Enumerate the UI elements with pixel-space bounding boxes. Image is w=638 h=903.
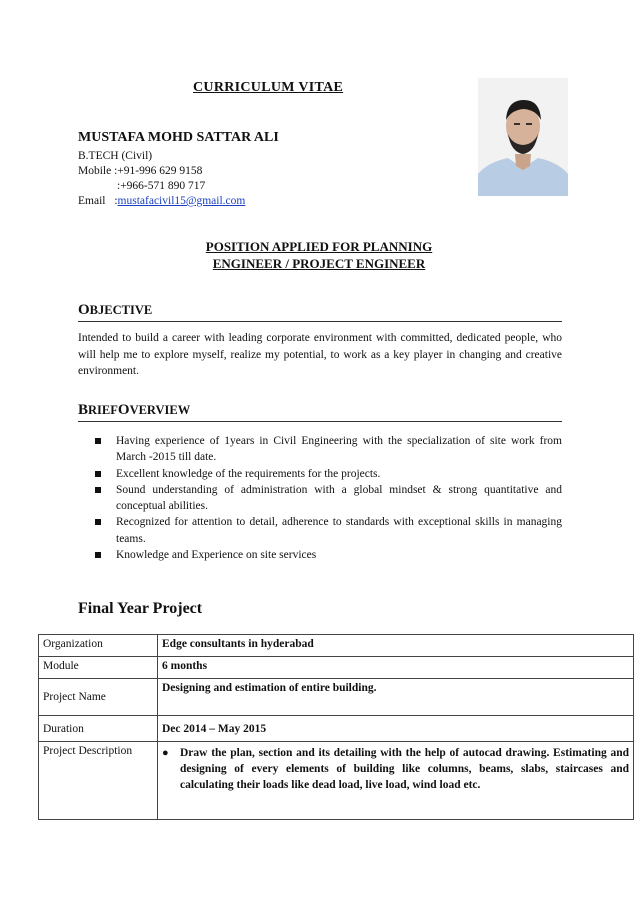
objective-heading — [78, 302, 562, 322]
overview-heading-rest-1: RIEF — [88, 403, 118, 417]
bullet-dot-icon: ● — [162, 747, 169, 759]
overview-item: Having experience of 1years in Civil Engineering with the specialization of site work from March -2015 till date. — [95, 433, 562, 466]
final-year-project-heading: Final Year Project — [78, 600, 203, 617]
email-link[interactable]: mustafacivil15@gmail.com — [117, 195, 246, 207]
bullet-icon — [95, 552, 101, 558]
overview-heading-cap-2: O — [117, 402, 130, 418]
overview-heading — [78, 402, 562, 422]
bullet-icon — [95, 487, 101, 493]
table-row — [39, 742, 634, 820]
overview-item: Knowledge and Experience on site services — [95, 547, 562, 563]
objective-text: Intended to build a career with leading corporate environment with committed, dedicated people, who will help me to explore myself, realize my potential, to work as a key player in changing and creative environment. — [78, 332, 562, 377]
degree: B.TECH (Civil) — [78, 150, 153, 162]
mobile-row — [78, 165, 202, 177]
table-cell-value: 6 months — [158, 657, 634, 679]
project-description-text: Draw the plan, section and its detailing with the help of autocad drawing. Estimating and designing of every elements of building like columns, beams, slabs, staircases and calculating their loads like dead load, live load, wind load etc. — [180, 747, 629, 791]
table-row — [39, 657, 634, 679]
table-cell-value: Designing and estimation of entire building. — [158, 679, 634, 716]
bullet-icon — [95, 438, 101, 444]
table-cell-label: Duration — [39, 716, 158, 742]
table-cell-label: Module — [39, 657, 158, 679]
overview-item: Recognized for attention to detail, adherence to standards with exceptional skills in managing teams. — [95, 514, 562, 547]
position-line-1: POSITION APPLIED FOR PLANNING — [205, 239, 433, 254]
email-row — [78, 195, 245, 207]
table-cell-value — [158, 742, 634, 820]
overview-list — [95, 433, 562, 563]
project-table — [38, 634, 634, 820]
overview-item: Excellent knowledge of the requirements for the projects. — [95, 466, 562, 482]
table-cell-value: Edge consultants in hyderabad — [158, 635, 634, 657]
position-line-2: ENGINEER / PROJECT ENGINEER — [212, 256, 426, 271]
candidate-name: MUSTAFA MOHD SATTAR ALI — [78, 130, 279, 145]
table-cell-label: Organization — [39, 635, 158, 657]
bullet-icon — [95, 471, 101, 477]
email-label: Email — [78, 195, 106, 207]
mobile-label: Mobile — [78, 165, 112, 177]
table-row — [39, 716, 634, 742]
cv-title: CURRICULUM VITAE — [193, 80, 344, 95]
email-separator: : — [114, 195, 118, 207]
objective-heading-rest: BJECTIVE — [89, 303, 153, 317]
mobile-number-1: :+91-996 629 9158 — [114, 165, 203, 177]
overview-heading-cap-1: B — [78, 402, 89, 418]
overview-item: Sound understanding of administration with a global mindset & strong quantitative and conceptual abilities. — [95, 482, 562, 515]
profile-photo — [478, 78, 568, 196]
table-cell-label: Project Description — [39, 742, 158, 820]
table-cell-label: Project Name — [39, 679, 158, 716]
table-row — [39, 679, 634, 716]
mobile-number-2: :+966-571 890 717 — [117, 180, 206, 192]
person-photo-icon — [478, 78, 568, 196]
overview-heading-rest-2: VERVIEW — [129, 403, 191, 417]
table-row — [39, 635, 634, 657]
objective-heading-cap: O — [78, 302, 90, 318]
bullet-icon — [95, 519, 101, 525]
table-cell-value: Dec 2014 – May 2015 — [158, 716, 634, 742]
